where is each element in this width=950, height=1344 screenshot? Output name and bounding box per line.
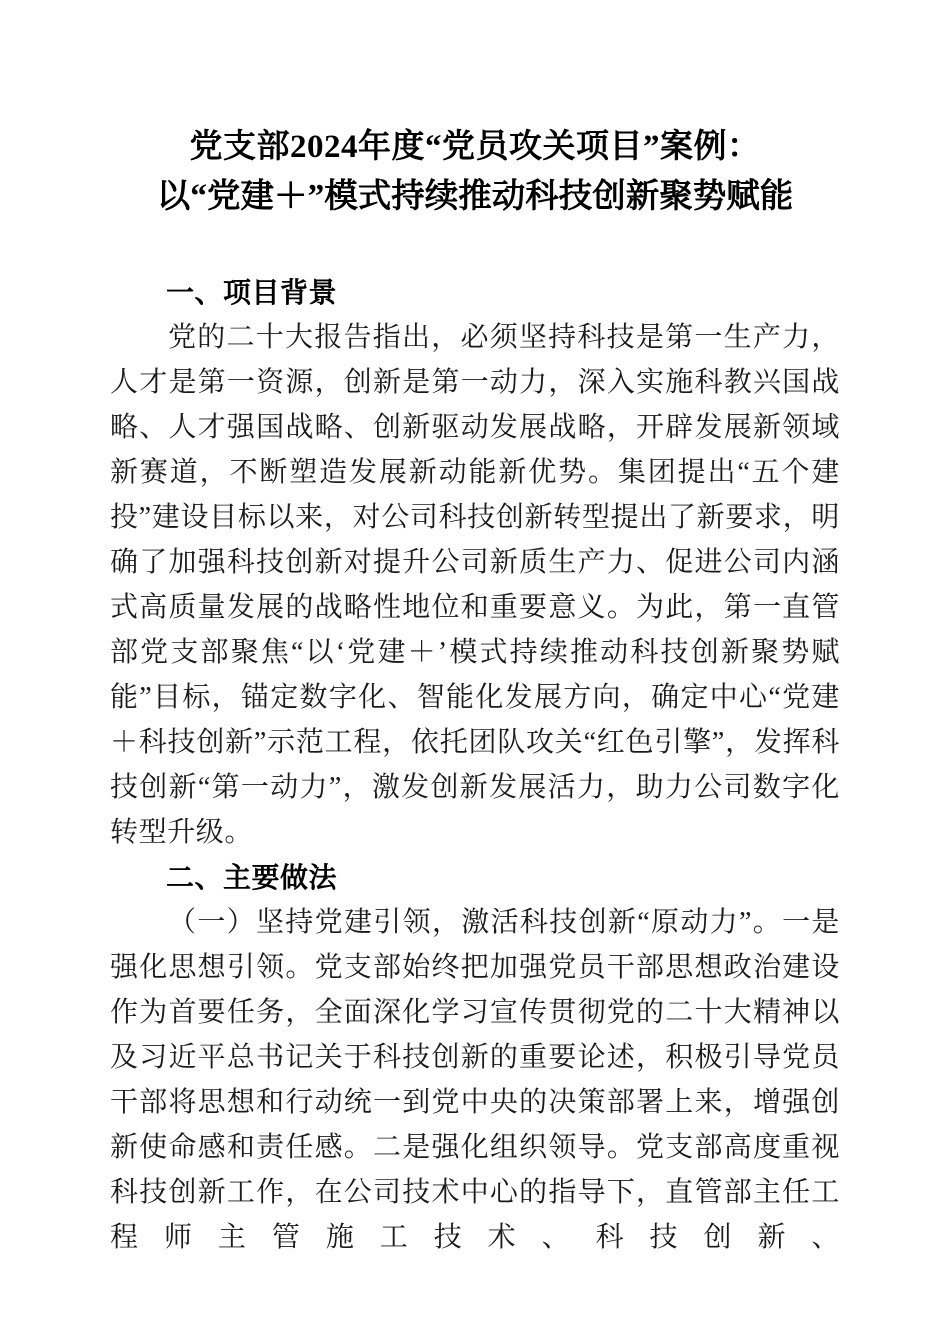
paragraph-main-practices-1: （一）坚持党建引领，激活科技创新“原动力”。一是强化思想引领。党支部始终把加强党员干部思想政治建设作为首要任务，全面深化学习宣传贯彻党的二十大精神以及习近平总书记关于科技创新的重要论述，积极引导党员干部将思想和行动统一到党中央的决策部署上来，增强创新使命感和责任感。二是强化组织领导。党支部高度重视科技创新工作，在公司技术中心的指导下，直管部主任工程师主管施工技术、科技创新、 [110, 907, 840, 1253]
document-title-line-1: 党支部2024年度“党员攻关项目”案例： [189, 129, 761, 165]
document-content [110, 0, 840, 1260]
paragraph-project-background: 党的二十大报告指出，必须坚持科技是第一生产力，人才是第一资源，创新是第一动力，深入实施科教兴国战略、人才强国战略、创新驱动发展战略，开辟发展新领域新赛道，不断塑造发展新动能新优势。集团提出“五个建投”建设目标以来，对公司科技创新转型提出了新要求，明确了加强科技创新对提升公司新质生产力、促进公司内涵式高质量发展的战略性地位和重要意义。为此，第一直管部党支部聚焦“以‘党建＋’模式持续推动科技创新聚势赋能”目标，锚定数字化、智能化发展方向，确定中心“党建＋科技创新”示范工程，依托团队攻关“红色引擎”，发挥科技创新“第一动力”，激发创新发展活力，助力公司数字化转型升级。 [110, 322, 840, 848]
document-title-line-2: 以“党建＋”模式持续推动科技创新聚势赋能 [156, 178, 794, 215]
section-heading-main-practices: 二、主要做法 [166, 862, 338, 893]
section-heading-project-background: 一、项目背景 [166, 277, 338, 308]
document-title [110, 0, 840, 222]
